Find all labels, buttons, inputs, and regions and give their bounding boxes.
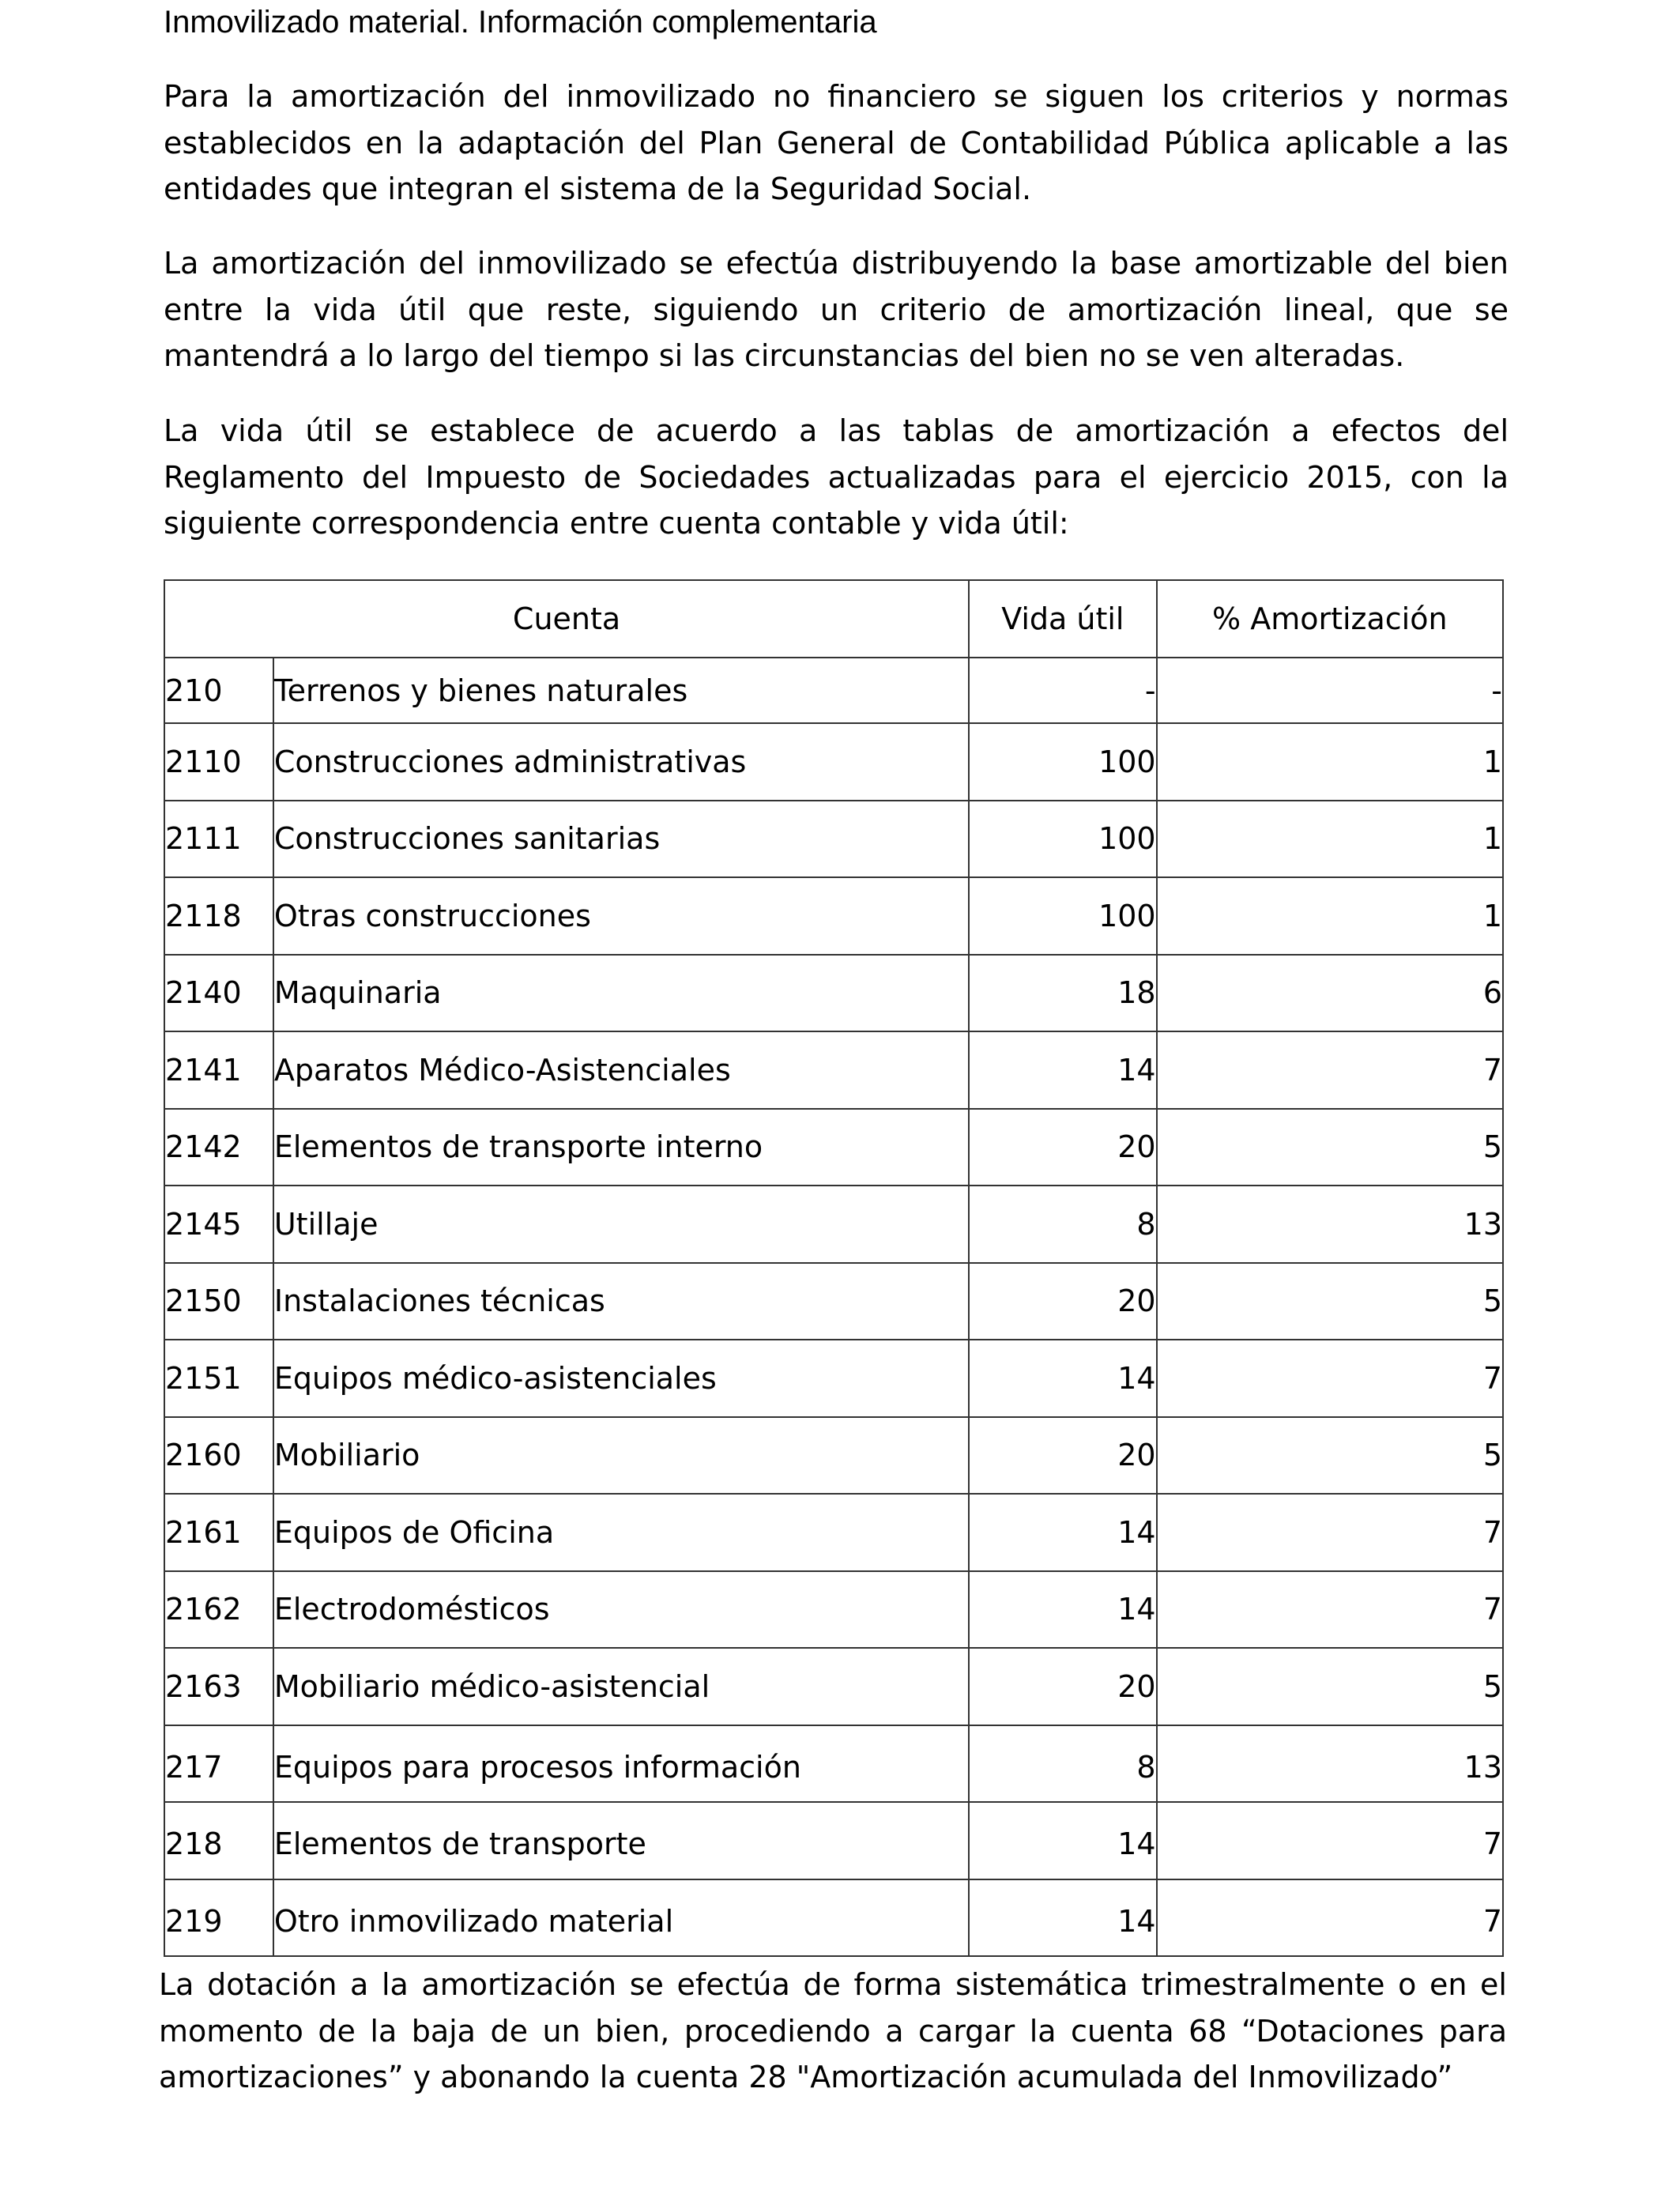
account-name: Maquinaria xyxy=(273,955,969,1032)
amortizacion-value: 5 xyxy=(1157,1263,1503,1340)
account-name: Construcciones administrativas xyxy=(273,723,969,801)
account-code: 2110 xyxy=(164,723,273,801)
vida-util-value: 20 xyxy=(969,1109,1156,1186)
vida-util-value: 14 xyxy=(969,1494,1156,1571)
vida-util-value: 100 xyxy=(969,877,1156,955)
paragraph-dotacion: La dotación a la amortización se efectúa de forma sistemática trimestralmente o en el momento de la baja de un bien, procediendo a cargar la cuenta 68 “Dotaciones para amortizaciones” y abonando la cuenta 28 "Amortización acumulada del Inmovilizado” xyxy=(159,1967,1507,2094)
vida-util-value: 14 xyxy=(969,1571,1156,1649)
vida-util-value: 8 xyxy=(969,1186,1156,1263)
account-code: 2151 xyxy=(164,1340,273,1417)
table-row xyxy=(164,1648,1503,1725)
table-row xyxy=(164,723,1503,801)
vida-util-value: 100 xyxy=(969,723,1156,801)
account-name: Elementos de transporte xyxy=(273,1802,969,1879)
table-row xyxy=(164,1725,1503,1803)
amortizacion-value: 6 xyxy=(1157,955,1503,1032)
account-code: 2140 xyxy=(164,955,273,1032)
account-code: 2141 xyxy=(164,1031,273,1109)
account-name: Equipos de Oficina xyxy=(273,1494,969,1571)
table-row xyxy=(164,877,1503,955)
account-name: Aparatos Médico-Asistenciales xyxy=(273,1031,969,1109)
account-code: 217 xyxy=(164,1725,273,1803)
amortizacion-value: 5 xyxy=(1157,1648,1503,1725)
section-title: Inmovilizado material. Información complementaria xyxy=(164,5,877,40)
amortizacion-value: 1 xyxy=(1157,801,1503,878)
vida-util-value: 14 xyxy=(969,1802,1156,1879)
amortizacion-value: 1 xyxy=(1157,723,1503,801)
amortizacion-value: 7 xyxy=(1157,1340,1503,1417)
amortizacion-value: 5 xyxy=(1157,1109,1503,1186)
paragraph-method: La amortización del inmovilizado se efectúa distribuyendo la base amortizable del bien entre la vida útil que reste, siguiendo un criterio de amortización lineal, que se mantendrá a lo largo del tiempo si las circunstancias del bien no se ven alteradas. xyxy=(164,246,1509,373)
vida-util-value: 20 xyxy=(969,1417,1156,1495)
paragraph-criteria: Para la amortización del inmovilizado no financiero se siguen los criterios y normas establecidos en la adaptación del Plan General de Contabilidad Pública aplicable a las entidades que integran el sistema de la Seguridad Social. xyxy=(164,79,1509,206)
header-vida-util: Vida útil xyxy=(969,580,1156,658)
table-row xyxy=(164,658,1503,723)
amortizacion-value: 7 xyxy=(1157,1031,1503,1109)
account-name: Mobiliario xyxy=(273,1417,969,1495)
amortizacion-value: - xyxy=(1157,658,1503,723)
header-cuenta: Cuenta xyxy=(164,580,969,658)
header-amortizacion: % Amortización xyxy=(1157,580,1503,658)
account-name: Instalaciones técnicas xyxy=(273,1263,969,1340)
table-row xyxy=(164,1031,1503,1109)
account-name: Equipos para procesos información xyxy=(273,1725,969,1803)
vida-util-value: 14 xyxy=(969,1879,1156,1957)
amortizacion-value: 7 xyxy=(1157,1494,1503,1571)
depreciation-table xyxy=(164,579,1504,1957)
account-code: 2160 xyxy=(164,1417,273,1495)
account-code: 2142 xyxy=(164,1109,273,1186)
table-row xyxy=(164,801,1503,878)
account-code: 219 xyxy=(164,1879,273,1957)
account-code: 218 xyxy=(164,1802,273,1879)
table-row xyxy=(164,1879,1503,1957)
vida-util-value: 20 xyxy=(969,1648,1156,1725)
account-name: Mobiliario médico-asistencial xyxy=(273,1648,969,1725)
amortizacion-value: 13 xyxy=(1157,1186,1503,1263)
table-row xyxy=(164,1417,1503,1495)
account-name: Otras construcciones xyxy=(273,877,969,955)
amortizacion-value: 7 xyxy=(1157,1879,1503,1957)
table-row xyxy=(164,955,1503,1032)
vida-util-value: 14 xyxy=(969,1031,1156,1109)
table-row xyxy=(164,1109,1503,1186)
account-name: Elementos de transporte interno xyxy=(273,1109,969,1186)
account-code: 2163 xyxy=(164,1648,273,1725)
amortizacion-value: 5 xyxy=(1157,1417,1503,1495)
amortizacion-value: 13 xyxy=(1157,1725,1503,1803)
account-name: Electrodomésticos xyxy=(273,1571,969,1649)
table-row xyxy=(164,1571,1503,1649)
vida-util-value: 100 xyxy=(969,801,1156,878)
account-name: Construcciones sanitarias xyxy=(273,801,969,878)
vida-util-value: - xyxy=(969,658,1156,723)
account-code: 2161 xyxy=(164,1494,273,1571)
table-body xyxy=(164,658,1503,1956)
account-name: Utillaje xyxy=(273,1186,969,1263)
table-row xyxy=(164,1494,1503,1571)
account-code: 2150 xyxy=(164,1263,273,1340)
account-code: 2111 xyxy=(164,801,273,878)
table-row xyxy=(164,1186,1503,1263)
table-header-row xyxy=(164,580,1503,658)
table-row xyxy=(164,1340,1503,1417)
vida-util-value: 20 xyxy=(969,1263,1156,1340)
account-code: 2162 xyxy=(164,1571,273,1649)
vida-util-value: 18 xyxy=(969,955,1156,1032)
account-code: 2145 xyxy=(164,1186,273,1263)
account-name: Otro inmovilizado material xyxy=(273,1879,969,1957)
account-name: Terrenos y bienes naturales xyxy=(273,658,969,723)
table-row xyxy=(164,1802,1503,1879)
account-code: 210 xyxy=(164,658,273,723)
account-code: 2118 xyxy=(164,877,273,955)
vida-util-value: 8 xyxy=(969,1725,1156,1803)
amortizacion-value: 1 xyxy=(1157,877,1503,955)
vida-util-value: 14 xyxy=(969,1340,1156,1417)
paragraph-useful-life: La vida útil se establece de acuerdo a las tablas de amortización a efectos del Reglamento del Impuesto de Sociedades actualizadas para el ejercicio 2015, con la siguiente correspondencia entre cuenta contable y vida útil: xyxy=(164,413,1509,541)
amortizacion-value: 7 xyxy=(1157,1571,1503,1649)
amortizacion-value: 7 xyxy=(1157,1802,1503,1879)
table-row xyxy=(164,1263,1503,1340)
account-name: Equipos médico-asistenciales xyxy=(273,1340,969,1417)
